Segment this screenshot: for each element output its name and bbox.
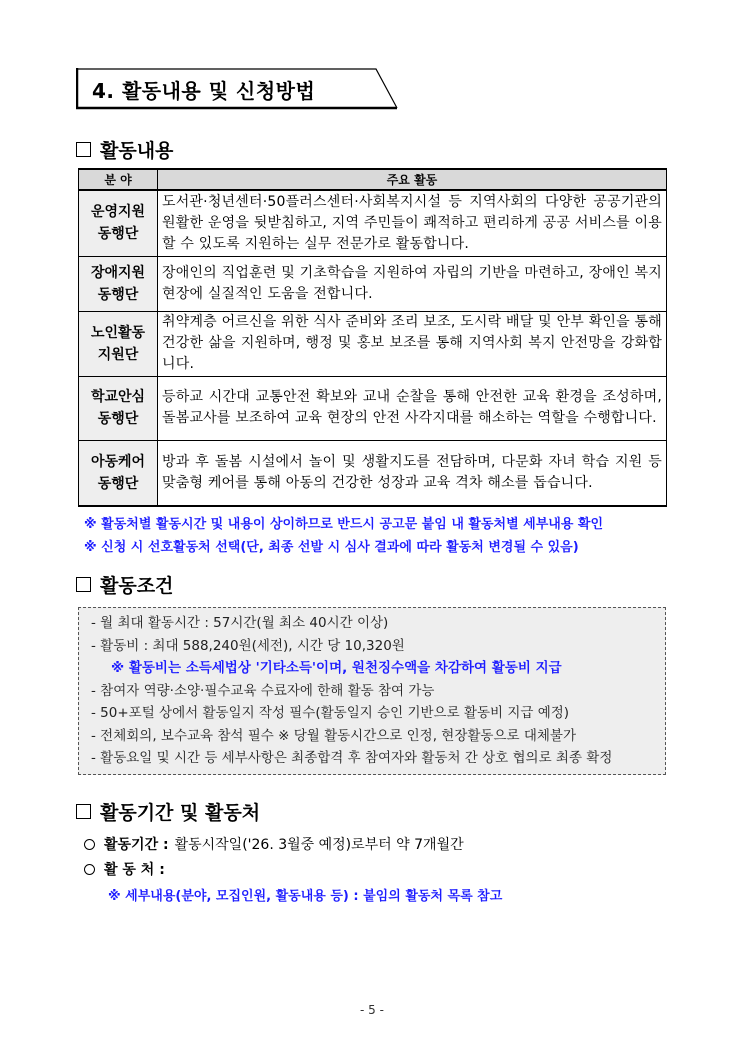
table-row [79, 311, 667, 376]
field-cell [79, 190, 158, 256]
field-line: 동행단 [97, 286, 139, 303]
table-row [79, 440, 667, 506]
field-cell [79, 376, 158, 440]
period-label: 활동기간 : [104, 837, 169, 853]
chapter-title: 4. 활동내용 및 신청방법 [92, 79, 316, 103]
page-number: - 5 - [360, 1003, 384, 1017]
table-row [79, 190, 667, 256]
field-cell [79, 311, 158, 376]
activity-table [78, 168, 667, 507]
section-heading-text: 활동기간 및 활동처 [100, 802, 261, 824]
section-heading-activities [76, 136, 173, 163]
condition-line: - 전체회의, 보수교육 참석 필수 ※ 당월 활동시간으로 인정, 현장활동으로 대체불가 [91, 727, 576, 744]
section-heading-text: 활동내용 [100, 140, 174, 162]
table-row [79, 256, 667, 311]
condition-line: - 활동요일 및 시간 등 세부사항은 최종합격 후 참여자와 활동처 간 상호 협의로 최종 확정 [91, 750, 613, 766]
field-line: 노인활동 [90, 324, 146, 341]
table-row [79, 376, 667, 440]
activity-desc: 취약계층 어르신을 위한 식사 준비와 조리 보조, 도시락 배달 및 안부 확인을 통해 건강한 삶을 지원하며, 행정 및 홍보 보조를 통해 지역사회 복지 안전망을 강화합니다. [158, 311, 667, 376]
condition-line: - 활동비 : 최대 588,240원(세전), 시간 당 10,320원 [91, 637, 405, 654]
condition-line: - 참여자 역량·소양·필수교육 수료자에 한해 활동 참여 가능 [91, 682, 435, 699]
field-line: 운영지원 [90, 204, 146, 221]
condition-note: ※ 활동비는 소득세법상 '기타소득'이며, 원천징수액을 차감하여 활동비 지급 [111, 660, 562, 676]
circle-bullet-icon [84, 864, 95, 875]
field-line: 학교안심 [90, 389, 146, 405]
chapter-box [76, 68, 398, 110]
field-cell [79, 440, 158, 506]
section-heading-conditions [76, 571, 173, 598]
note-line: ※ 신청 시 선호활동처 선택(단, 최종 선발 시 심사 결과에 따라 활동처 변경될 수 있음) [84, 540, 579, 555]
table-header-activity: 주요 활동 [158, 169, 667, 190]
field-line: 아동케어 [90, 453, 146, 470]
place-line [84, 859, 165, 879]
field-line: 장애지원 [90, 264, 146, 281]
place-note: ※ 세부내용(분야, 모집인원, 활동내용 등) : 붙임의 활동처 목록 참고 [108, 889, 503, 904]
square-bullet-icon [76, 804, 91, 819]
period-line [84, 834, 464, 854]
table-header-field: 분 야 [79, 169, 158, 190]
section-heading-period [76, 798, 260, 825]
field-cell [79, 256, 158, 311]
period-value: 활동시작일('26. 3월중 예정)로부터 약 7개월간 [174, 837, 464, 853]
note-line: ※ 활동처별 활동시간 및 내용이 상이하므로 반드시 공고문 붙임 내 활동처별 세부내용 확인 [84, 517, 604, 532]
conditions-box [78, 607, 666, 775]
square-bullet-icon [76, 142, 91, 157]
field-line: 동행단 [97, 475, 139, 492]
section-heading-text: 활동조건 [100, 575, 174, 597]
circle-bullet-icon [84, 839, 95, 850]
field-line: 지원단 [97, 346, 139, 363]
activity-desc: 장애인의 직업훈련 및 기초학습을 지원하여 자립의 기반을 마련하고, 장애인 복지 현장에 실질적인 도움을 전합니다. [158, 256, 667, 311]
place-label: 활 동 처 : [104, 862, 165, 878]
condition-line: - 50+포털 상에서 활동일지 작성 필수(활동일지 승인 기반으로 활동비 지급 예정) [91, 705, 570, 721]
field-line: 동행단 [97, 411, 139, 427]
activity-desc: 도서관·청년센터·50플러스센터·사회복지시설 등 지역사회의 다양한 공공기관의 원활한 운영을 뒷받침하고, 지역 주민들이 쾌적하고 편리하게 공공 서비스를 이용할 수 있도록 지원하는 실무 전문가로 활동합니다. [158, 190, 667, 256]
activity-desc: 등하교 시간대 교통안전 확보와 교내 순찰을 통해 안전한 교육 환경을 조성하며, 돌봄교사를 보조하여 교육 현장의 안전 사각지대를 해소하는 역할을 수행합니다. [158, 376, 667, 440]
square-bullet-icon [76, 577, 91, 592]
condition-line: - 월 최대 활동시간 : 57시간(월 최소 40시간 이상) [91, 615, 389, 631]
table-header-row [79, 169, 667, 190]
activity-desc: 방과 후 돌봄 시설에서 놀이 및 생활지도를 전담하며, 다문화 자녀 학습 지원 등 맞춤형 케어를 통해 아동의 건강한 성장과 교육 격차 해소를 돕습니다. [158, 440, 667, 506]
field-line: 동행단 [97, 226, 139, 243]
